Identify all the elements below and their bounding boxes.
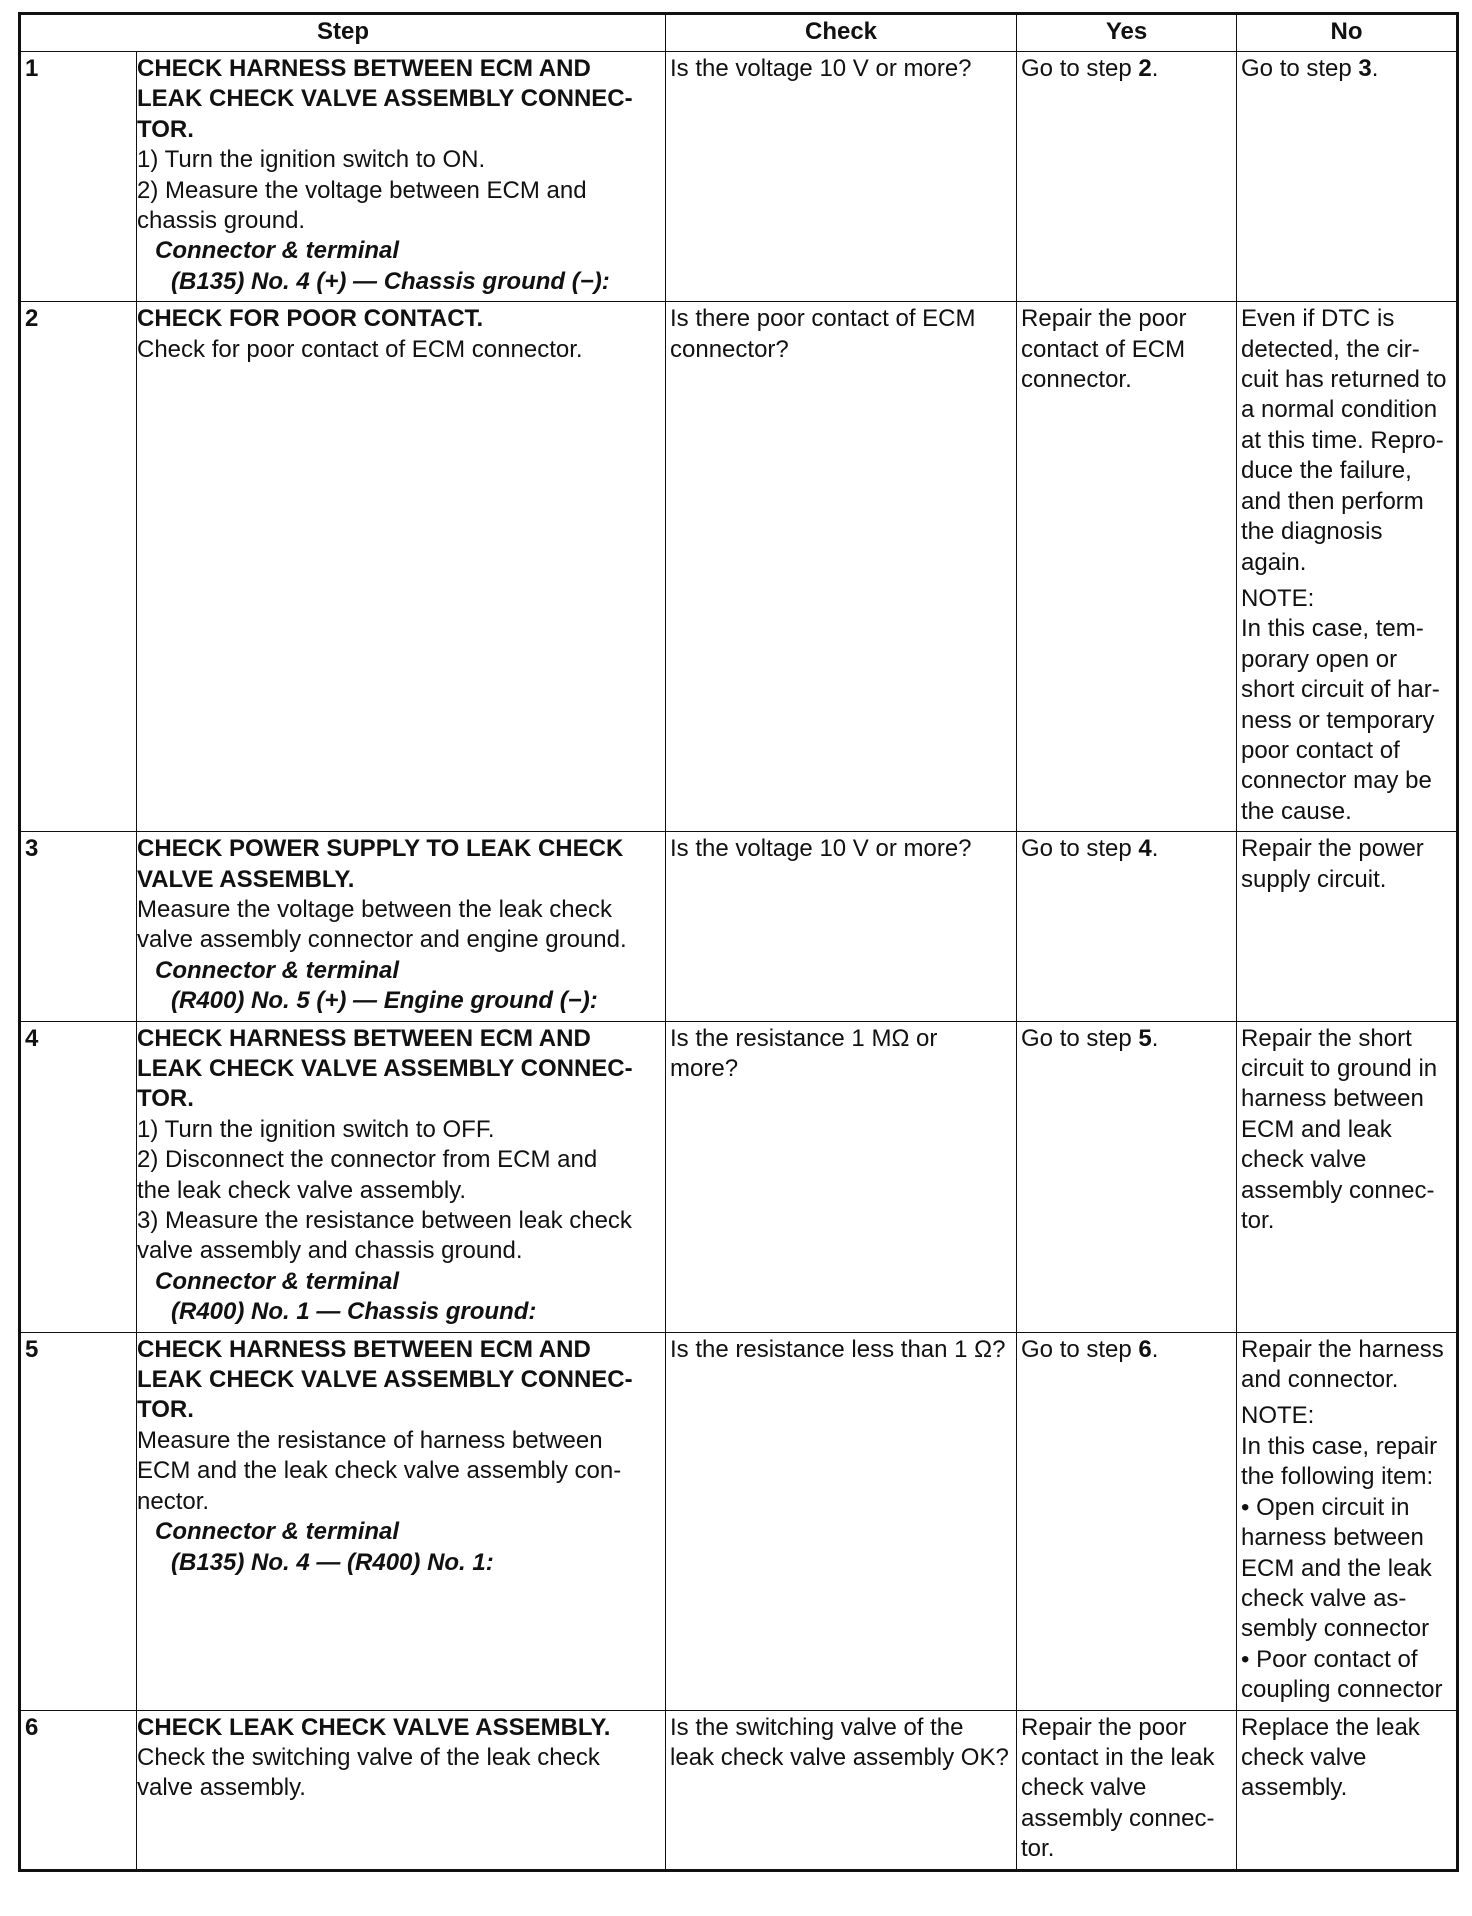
yes-step-ref: 2 — [1138, 55, 1152, 82]
check-cell — [666, 302, 1017, 832]
no-line: Repair the short — [1241, 1024, 1412, 1052]
step-number: 1 — [20, 52, 137, 302]
diagnostic-procedure-table — [18, 12, 1459, 1872]
step-title-line: LEAK CHECK VALVE ASSEMBLY CONNEC- — [137, 1366, 633, 1394]
note-label: NOTE: — [1241, 1402, 1315, 1430]
check-cell — [666, 1021, 1017, 1332]
period: . — [1151, 835, 1159, 863]
step-title-line: CHECK HARNESS BETWEEN ECM AND — [137, 1335, 591, 1363]
yes-line: connector. — [1021, 366, 1132, 394]
check-cell — [666, 1710, 1017, 1870]
check-line: Is the voltage 10 V or more? — [670, 55, 972, 82]
note-line: poor contact of — [1241, 736, 1400, 764]
check-line: more? — [670, 1055, 739, 1082]
instruction-line: the leak check valve assembly. — [137, 1176, 467, 1204]
instruction-line: ECM and the leak check valve assembly con- — [137, 1457, 622, 1485]
no-line: cuit has returned to — [1241, 366, 1447, 394]
step-title-line: CHECK POWER SUPPLY TO LEAK CHECK — [137, 835, 624, 863]
no-line: assembly. — [1241, 1774, 1348, 1802]
period: . — [1151, 1024, 1159, 1052]
period: . — [1151, 55, 1159, 82]
no-line: a normal condition — [1241, 396, 1438, 424]
check-line: Is the voltage 10 V or more? — [670, 835, 972, 863]
yes-cell — [1017, 302, 1237, 832]
no-line: Replace the leak — [1241, 1713, 1420, 1741]
check-line: Is the resistance less than 1 Ω? — [670, 1335, 1006, 1363]
check-line: connector? — [670, 335, 789, 363]
connector-label: Connector & terminal — [155, 1518, 400, 1546]
step-title-line: CHECK FOR POOR CONTACT. — [137, 305, 484, 333]
instruction-line: 3) Measure the resistance between leak check — [137, 1207, 632, 1235]
header-no: No — [1237, 14, 1458, 52]
step-title-line: TOR. — [137, 1396, 194, 1424]
no-cell — [1237, 832, 1458, 1021]
yes-text: Go to step — [1021, 1335, 1139, 1363]
step-row-3 — [20, 832, 1458, 1021]
note-line: ness or temporary — [1241, 706, 1435, 734]
yes-cell — [1017, 832, 1237, 1021]
bullet-line: ECM and the leak — [1241, 1554, 1432, 1582]
no-cell — [1237, 1021, 1458, 1332]
period: . — [1151, 1335, 1159, 1363]
step-number: 2 — [20, 302, 137, 832]
step-number: 5 — [20, 1332, 137, 1710]
check-cell — [666, 832, 1017, 1021]
bullet-line: sembly connector — [1241, 1615, 1430, 1643]
no-line: ECM and leak — [1241, 1115, 1392, 1143]
note-label: NOTE: — [1241, 584, 1315, 612]
instruction-line: 2) Disconnect the connector from ECM and — [137, 1146, 598, 1174]
no-line: supply circuit. — [1241, 865, 1387, 893]
period: . — [1371, 55, 1379, 82]
step-row-4 — [20, 1021, 1458, 1332]
instruction-line: Measure the resistance of harness between — [137, 1426, 603, 1454]
instruction-line: 2) Measure the voltage between ECM and — [137, 176, 587, 204]
no-line: check valve — [1241, 1743, 1367, 1771]
bullet-line: • Open circuit in — [1241, 1493, 1410, 1521]
connector-detail: (R400) No. 1 — Chassis ground: — [171, 1298, 537, 1326]
no-line: assembly connec- — [1241, 1176, 1435, 1204]
no-line: check valve — [1241, 1146, 1367, 1174]
instruction-line: Check the switching valve of the leak check — [137, 1743, 600, 1771]
step-title-line: LEAK CHECK VALVE ASSEMBLY CONNEC- — [137, 1055, 633, 1082]
yes-cell — [1017, 1710, 1237, 1870]
instruction-line: valve assembly connector and engine ground. — [137, 926, 627, 954]
instruction-line: Check for poor contact of ECM connector. — [137, 335, 583, 363]
no-line: and connector. — [1241, 1366, 1399, 1394]
no-step-ref: 3 — [1358, 55, 1372, 82]
header-row — [20, 14, 1458, 52]
step-title-line: TOR. — [137, 1085, 194, 1113]
note-line: porary open or — [1241, 645, 1398, 673]
connector-label: Connector & terminal — [155, 237, 400, 265]
note-line: the following item: — [1241, 1463, 1434, 1491]
step-number: 4 — [20, 1021, 137, 1332]
instruction-line: 1) Turn the ignition switch to OFF. — [137, 1115, 495, 1143]
step-number: 3 — [20, 832, 137, 1021]
yes-line: Repair the poor — [1021, 1713, 1187, 1741]
instruction-line: valve assembly. — [137, 1774, 306, 1802]
step-description — [137, 1710, 666, 1870]
instruction-line: nector. — [137, 1487, 210, 1515]
yes-line: contact in the leak — [1021, 1743, 1215, 1771]
no-line: tor. — [1241, 1207, 1275, 1235]
no-text: Go to step — [1241, 55, 1359, 82]
yes-text: Go to step — [1021, 835, 1139, 863]
check-cell — [666, 1332, 1017, 1710]
no-line: Repair the power — [1241, 835, 1424, 863]
step-title-line: CHECK HARNESS BETWEEN ECM AND — [137, 55, 591, 82]
yes-step-ref: 6 — [1138, 1335, 1152, 1363]
step-title-line: CHECK LEAK CHECK VALVE ASSEMBLY. — [137, 1713, 611, 1741]
check-line: Is the resistance 1 MΩ or — [670, 1024, 938, 1052]
no-cell — [1237, 302, 1458, 832]
step-title-line: VALVE ASSEMBLY. — [137, 865, 355, 893]
diagnostic-procedure-table-container — [18, 12, 1456, 1872]
step-description — [137, 302, 666, 832]
step-row-5 — [20, 1332, 1458, 1710]
connector-label: Connector & terminal — [155, 1267, 400, 1295]
note-line: In this case, repair — [1241, 1432, 1438, 1460]
no-line: detected, the cir- — [1241, 335, 1420, 363]
bullet-line: harness between — [1241, 1524, 1424, 1552]
no-line: duce the failure, — [1241, 457, 1412, 485]
yes-line: tor. — [1021, 1835, 1055, 1863]
step-row-2 — [20, 302, 1458, 832]
no-cell — [1237, 1710, 1458, 1870]
no-line: Repair the harness — [1241, 1335, 1444, 1363]
check-line: Is the switching valve of the — [670, 1713, 964, 1741]
header-step: Step — [20, 14, 666, 52]
no-line: again. — [1241, 548, 1307, 576]
instruction-line: chassis ground. — [137, 207, 306, 235]
yes-line: check valve — [1021, 1774, 1147, 1802]
no-line: the diagnosis — [1241, 518, 1383, 546]
check-cell — [666, 52, 1017, 302]
instruction-line: 1) Turn the ignition switch to ON. — [137, 146, 486, 174]
yes-line: assembly connec- — [1021, 1804, 1215, 1832]
connector-detail: (B135) No. 4 (+) — Chassis ground (−): — [171, 267, 610, 295]
step-title-line: LEAK CHECK VALVE ASSEMBLY CONNEC- — [137, 85, 633, 113]
no-cell — [1237, 1332, 1458, 1710]
yes-step-ref: 5 — [1138, 1024, 1152, 1052]
yes-step-ref: 4 — [1138, 835, 1152, 863]
step-title-line: CHECK HARNESS BETWEEN ECM AND — [137, 1024, 591, 1052]
step-description — [137, 832, 666, 1021]
yes-line: contact of ECM — [1021, 335, 1186, 363]
check-line: Is there poor contact of ECM — [670, 305, 976, 333]
step-title-line: TOR. — [137, 115, 194, 143]
no-cell — [1237, 52, 1458, 302]
connector-detail: (R400) No. 5 (+) — Engine ground (−): — [171, 987, 598, 1015]
yes-cell — [1017, 1021, 1237, 1332]
step-number: 6 — [20, 1710, 137, 1870]
note-line: In this case, tem- — [1241, 615, 1424, 643]
no-line: circuit to ground in — [1241, 1055, 1438, 1082]
note-line: short circuit of har- — [1241, 676, 1440, 704]
yes-line: Repair the poor — [1021, 305, 1187, 333]
step-description — [137, 1332, 666, 1710]
note-line: connector may be — [1241, 767, 1432, 795]
connector-detail: (B135) No. 4 — (R400) No. 1: — [171, 1548, 494, 1576]
no-line: and then perform — [1241, 487, 1424, 515]
step-row-1 — [20, 52, 1458, 302]
no-line: harness between — [1241, 1085, 1424, 1113]
instruction-line: Measure the voltage between the leak check — [137, 895, 612, 923]
connector-label: Connector & terminal — [155, 956, 400, 984]
header-yes: Yes — [1017, 14, 1237, 52]
bullet-line: • Poor contact of — [1241, 1645, 1418, 1673]
yes-cell — [1017, 52, 1237, 302]
no-line: at this time. Repro- — [1241, 426, 1444, 454]
yes-text: Go to step — [1021, 55, 1139, 82]
check-line: leak check valve assembly OK? — [670, 1743, 1009, 1771]
note-line: the cause. — [1241, 797, 1352, 825]
header-check: Check — [666, 14, 1017, 52]
step-description — [137, 1021, 666, 1332]
step-description — [137, 52, 666, 302]
bullet-line: coupling connector — [1241, 1676, 1443, 1704]
yes-cell — [1017, 1332, 1237, 1710]
no-line: Even if DTC is — [1241, 305, 1395, 333]
instruction-line: valve assembly and chassis ground. — [137, 1237, 523, 1265]
bullet-line: check valve as- — [1241, 1584, 1407, 1612]
step-row-6 — [20, 1710, 1458, 1870]
yes-text: Go to step — [1021, 1024, 1139, 1052]
